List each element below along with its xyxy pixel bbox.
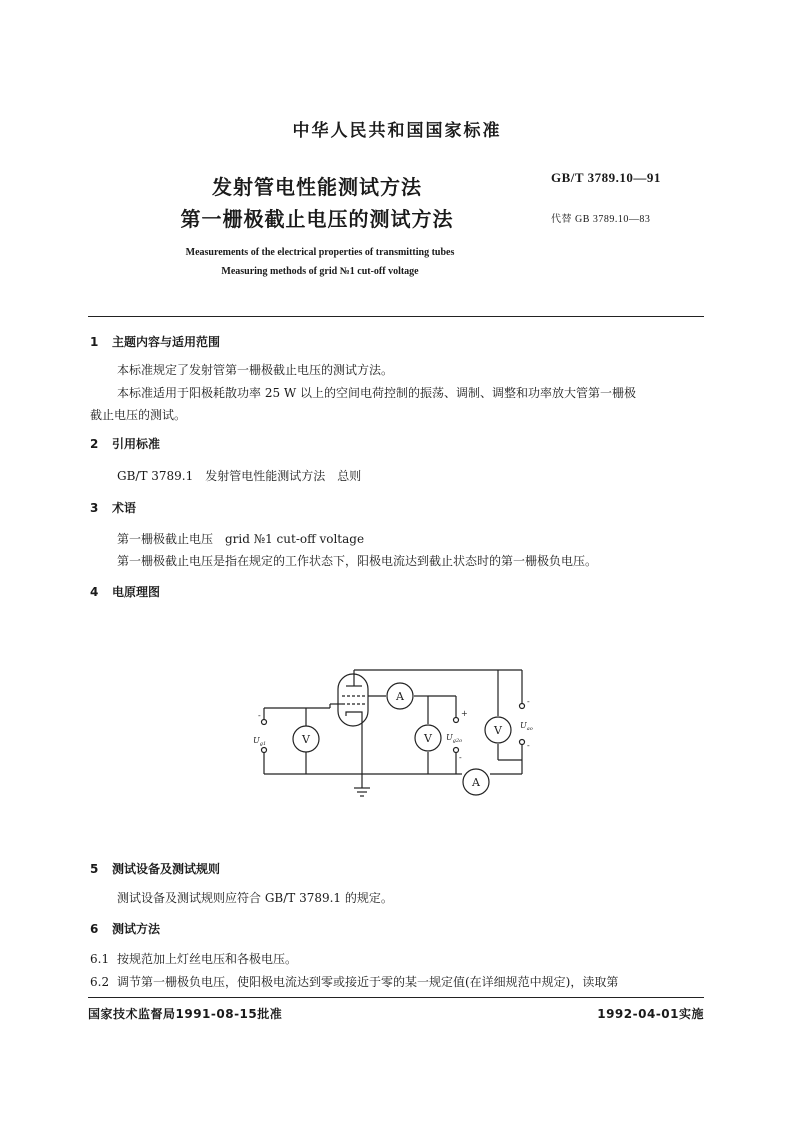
- terminal-g1-top: [262, 720, 267, 725]
- terminal-g2-top: [454, 718, 459, 723]
- section-2-reference: GB/T 3789.1 发射管电性能测试方法 总则: [117, 469, 362, 483]
- section-5-heading: [90, 860, 220, 877]
- approval-date: 国家技术监督局1991-08-15批准: [88, 1007, 283, 1021]
- section-6-number: 6: [90, 922, 99, 936]
- terminal-g1-bottom: [262, 748, 267, 753]
- section-6-item1: [90, 950, 297, 967]
- section-4-heading: [90, 583, 160, 600]
- section-3-title: 术语: [112, 501, 137, 515]
- english-title-line2: Measuring methods of grid №1 cut-off voltage: [221, 266, 419, 277]
- document-title-line2: 第一栅极截止电压的测试方法: [180, 207, 454, 231]
- section-2-number: 2: [90, 437, 99, 451]
- item-6-1-number: 6.1: [90, 952, 110, 966]
- item-6-2-number: 6.2: [90, 975, 110, 989]
- sign-anode-minus: -: [527, 697, 530, 706]
- section-4-title: 电原理图: [112, 585, 161, 599]
- standard-number: GB/T 3789.10—91: [551, 170, 661, 185]
- sign-anode-minus-bottom: -: [527, 741, 530, 750]
- section-3-heading: [90, 499, 136, 516]
- national-standard-heading: 中华人民共和国国家标准: [292, 121, 502, 141]
- replaces-standard: 代替 GB 3789.10—83: [551, 214, 651, 225]
- circuit-diagram: [250, 660, 550, 820]
- section-1-para2-line2: 截止电压的测试。: [90, 408, 187, 422]
- ammeter-anode-label: A: [472, 776, 480, 789]
- label-ug1: $U_{g1}$: [253, 736, 267, 747]
- section-3-number: 3: [90, 501, 99, 515]
- sign-g2-plus: +: [461, 709, 468, 718]
- section-5-para: 测试设备及测试规则应符合 GB/T 3789.1 的规定。: [117, 891, 393, 905]
- voltmeter-g1-label: V: [302, 733, 310, 746]
- section-6-item2: [90, 973, 618, 990]
- terminal-anode-top: [520, 704, 525, 709]
- section-5-title: 测试设备及测试规则: [112, 862, 221, 876]
- ammeter-g2-label: A: [396, 690, 404, 703]
- section-5-number: 5: [90, 862, 99, 876]
- section-6-title: 测试方法: [112, 922, 161, 936]
- voltmeter-anode-label: V: [494, 724, 502, 737]
- section-3-term: 第一栅极截止电压 grid №1 cut-off voltage: [117, 532, 365, 546]
- sign-g2-minus: -: [459, 753, 462, 762]
- effective-date: 1992-04-01实施: [597, 1007, 704, 1021]
- section-4-number: 4: [90, 585, 99, 599]
- item-6-1-text: 按规范加上灯丝电压和各极电压。: [117, 952, 298, 966]
- document-title-line1: 发射管电性能测试方法: [212, 175, 422, 199]
- label-ug2o: $U_{g2o}$: [446, 733, 463, 744]
- voltmeter-g2-label: V: [424, 732, 432, 745]
- footer-divider: [88, 997, 704, 998]
- header-divider: [88, 316, 704, 317]
- section-1-heading: [90, 333, 220, 350]
- tube-cathode: [346, 712, 362, 716]
- section-2-title: 引用标准: [112, 437, 161, 451]
- section-6-heading: [90, 920, 160, 937]
- section-2-heading: [90, 435, 160, 452]
- tube-envelope: [338, 674, 368, 726]
- section-1-number: 1: [90, 335, 99, 349]
- label-uao: $U_{ao}$: [520, 721, 533, 732]
- section-3-definition: 第一栅极截止电压是指在规定的工作状态下，阳极电流达到截止状态时的第一栅极负电压。: [117, 554, 598, 568]
- item-6-2-text: 调节第一栅极负电压，使阳极电流达到零或接近于零的某一规定值(在详细规范中规定)，读取第: [117, 975, 619, 989]
- sign-g1-minus: -: [258, 711, 261, 720]
- section-1-para2-line1: 本标准适用于阳极耗散功率 25 W 以上的空间电荷控制的振荡、调制、调整和功率放大管第一栅极: [117, 386, 637, 400]
- english-title-line1: Measurements of the electrical properties of transmitting tubes: [185, 247, 455, 258]
- terminal-anode-bottom: [520, 740, 525, 745]
- section-1-para1: 本标准规定了发射管第一栅极截止电压的测试方法。: [117, 363, 394, 377]
- section-1-title: 主题内容与适用范围: [112, 335, 221, 349]
- terminal-g2-bottom: [454, 748, 459, 753]
